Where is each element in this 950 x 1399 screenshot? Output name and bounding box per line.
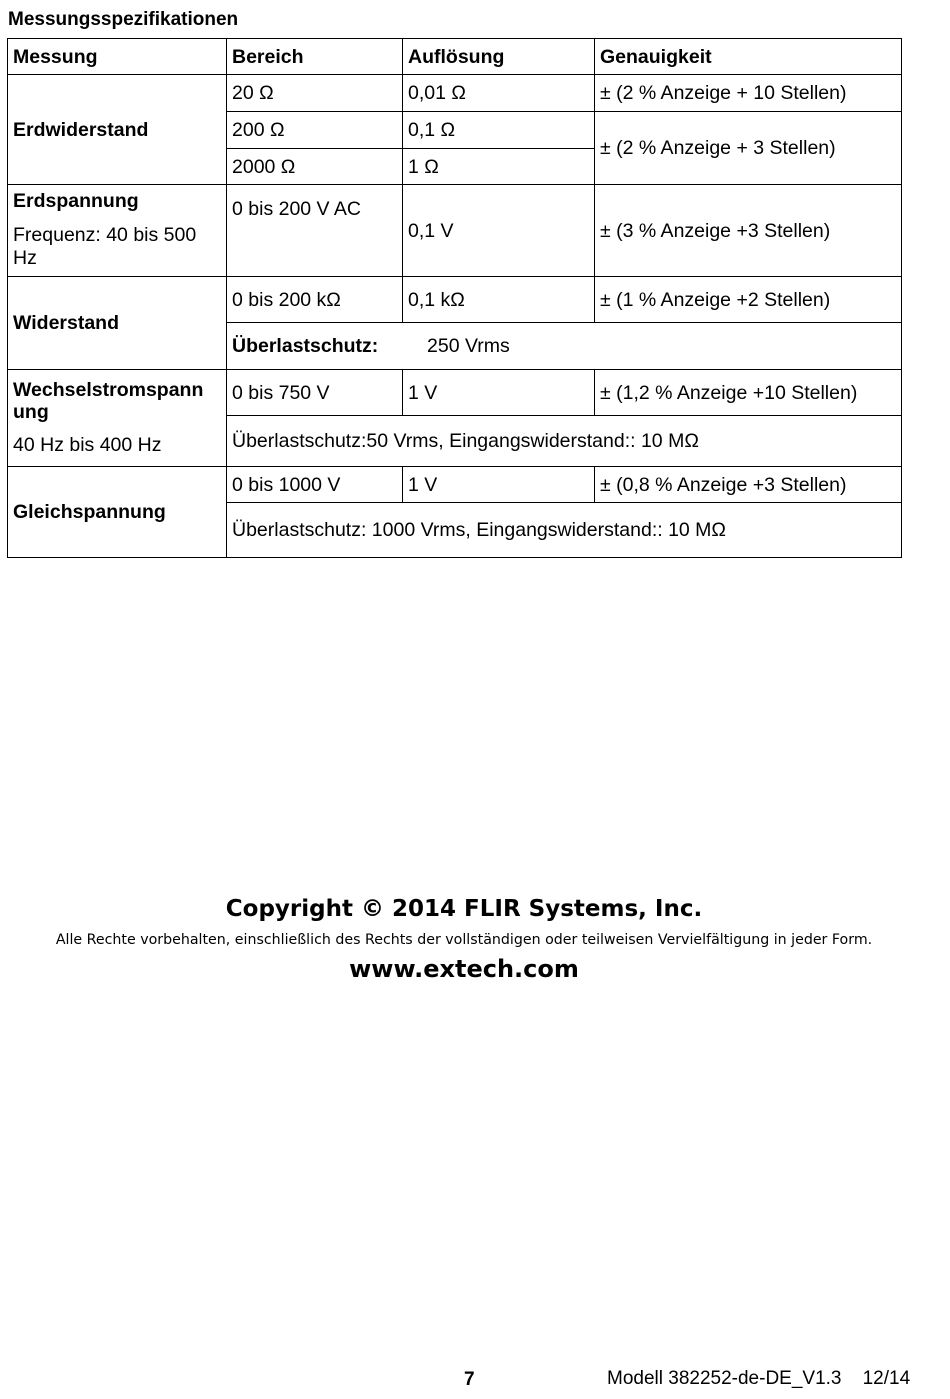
gleichspannung-resolution: 1 V	[403, 467, 595, 503]
wechselspannung-note: Überlastschutz:50 Vrms, Eingangswiderstand:: 10 MΩ	[227, 416, 902, 467]
widerstand-overload-cell	[227, 323, 902, 370]
erdwiderstand-range-3: 2000 Ω	[227, 149, 403, 185]
page-title: Messungsspezifikationen	[8, 9, 239, 30]
erdwiderstand-label: Erdwiderstand	[8, 75, 227, 185]
copyright-notice: Copyright © 2014 FLIR Systems, Inc.	[225, 896, 703, 922]
erdwiderstand-accuracy-shared: ± (2 % Anzeige + 3 Stellen)	[595, 112, 902, 185]
erdspannung-cell	[8, 185, 227, 277]
model-version: Modell 382252-de-DE_V1.3 12/14	[607, 1368, 911, 1389]
erdwiderstand-accuracy-1: ± (2 % Anzeige + 10 Stellen)	[595, 75, 902, 112]
wechselspannung-resolution: 1 V	[403, 370, 595, 416]
erdspannung-frequency: Frequenz: 40 bis 500 Hz	[13, 224, 197, 269]
table-header-row	[8, 39, 902, 75]
gleichspannung-accuracy: ± (0,8 % Anzeige +3 Stellen)	[595, 467, 902, 503]
erdwiderstand-resolution-1: 0,01 Ω	[403, 75, 595, 112]
table-row	[8, 185, 902, 277]
erdwiderstand-resolution-2: 0,1 Ω	[403, 112, 595, 149]
erdspannung-accuracy: ± (3 % Anzeige +3 Stellen)	[595, 185, 902, 277]
measurement-spec-table	[7, 38, 902, 558]
gleichspannung-range: 0 bis 1000 V	[227, 467, 403, 503]
website-url: www.extech.com	[349, 955, 579, 983]
rights-notice: Alle Rechte vorbehalten, einschließlich des Rechts der vollständigen oder teilweisen Vervielfältigung in jeder Form.	[55, 932, 873, 948]
erdspannung-resolution: 0,1 V	[403, 185, 595, 277]
erdwiderstand-range-2: 200 Ω	[227, 112, 403, 149]
widerstand-resolution: 0,1 kΩ	[403, 277, 595, 323]
wechselspannung-label: Wechselstromspann ung	[13, 379, 204, 423]
erdspannung-range: 0 bis 200 V AC	[227, 185, 403, 277]
wechselspannung-cell	[8, 370, 227, 467]
header-bereich: Bereich	[227, 39, 403, 75]
table-row	[8, 75, 902, 112]
widerstand-overload-label: Überlastschutz:	[232, 335, 379, 357]
wechselspannung-frequency: 40 Hz bis 400 Hz	[13, 434, 162, 456]
table-row	[8, 277, 902, 323]
page-number: 7	[464, 1369, 475, 1390]
widerstand-label: Widerstand	[8, 277, 227, 370]
gleichspannung-label: Gleichspannung	[8, 467, 227, 558]
wechselspannung-range: 0 bis 750 V	[227, 370, 403, 416]
gleichspannung-note: Überlastschutz: 1000 Vrms, Eingangswiderstand:: 10 MΩ	[227, 503, 902, 558]
table-row	[8, 467, 902, 503]
header-genauigkeit: Genauigkeit	[595, 39, 902, 75]
header-messung: Messung	[8, 39, 227, 75]
wechselspannung-accuracy: ± (1,2 % Anzeige +10 Stellen)	[595, 370, 902, 416]
header-aufloesung: Auflösung	[403, 39, 595, 75]
table-row	[8, 370, 902, 416]
widerstand-range: 0 bis 200 kΩ	[227, 277, 403, 323]
erdwiderstand-resolution-3: 1 Ω	[403, 149, 595, 185]
widerstand-accuracy: ± (1 % Anzeige +2 Stellen)	[595, 277, 902, 323]
erdwiderstand-range-1: 20 Ω	[227, 75, 403, 112]
widerstand-overload-value: 250 Vrms	[427, 335, 510, 357]
erdspannung-label: Erdspannung	[13, 190, 139, 212]
